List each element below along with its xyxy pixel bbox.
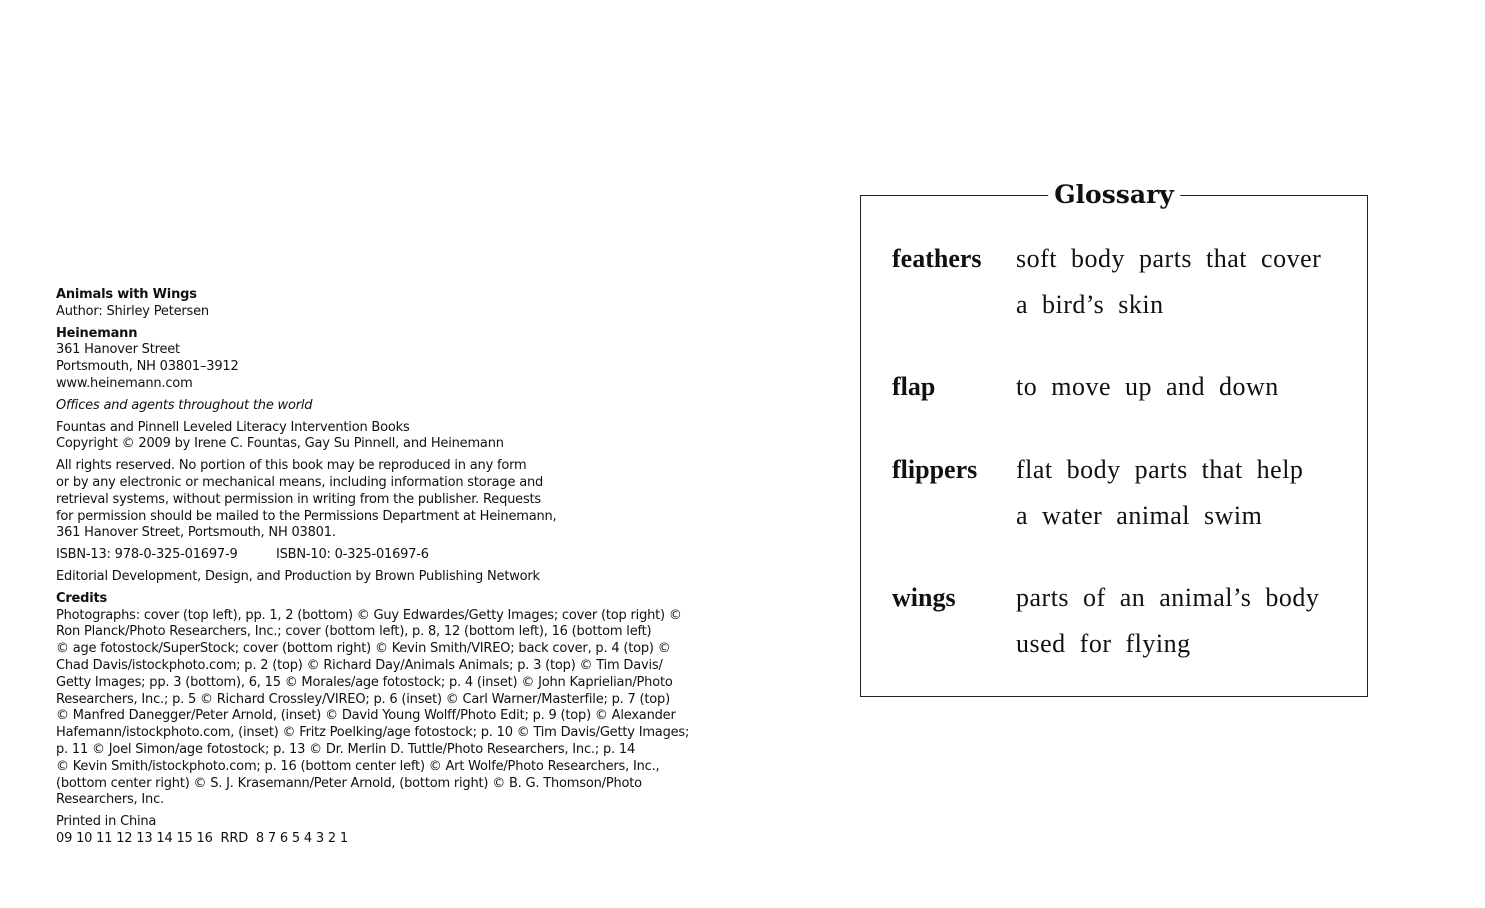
credits-line: © Manfred Danegger/Peter Arnold, (inset) © David Young Wolff/Photo Edit; p. 9 (top) © Alexander [56,708,676,724]
definition-line: a bird’s skin [1016,290,1164,319]
glossary-definition [1016,575,1346,667]
credits-line: Hafemann/istockphoto.com, (inset) © Fritz Poelking/age fotostock; p. 10 © Tim Davis/Getty Images; [56,725,690,741]
glossary-term: flippers [892,455,978,484]
offices-note: Offices and agents throughout the world [56,397,313,413]
isbn-block [56,547,716,564]
publisher-block [56,326,716,393]
credits-line: © Kevin Smith/istockphoto.com; p. 16 (bottom center left) © Art Wolfe/Photo Researchers, Inc., [56,758,660,774]
editorial-block [56,569,716,586]
credits-line: © age fotostock/SuperStock; cover (bottom right) © Kevin Smith/VIREO; back cover, p. 4 (top) © [56,641,671,657]
publisher-address-line: 361 Hanover Street [56,342,180,358]
definition-line: flat body parts that help [1016,455,1304,484]
rights-line: or by any electronic or mechanical means, including information storage and [56,474,544,490]
copyright-page [56,287,716,848]
credits-line: Researchers, Inc. [56,792,164,808]
credits-line: Photographs: cover (top left), pp. 1, 2 (bottom) © Guy Edwardes/Getty Images; cover (top right) © [56,607,682,623]
rights-line: All rights reserved. No portion of this book may be reproduced in any form [56,458,527,474]
glossary-term: flap [892,372,936,401]
rights-line: 361 Hanover Street, Portsmouth, NH 03801. [56,525,336,541]
print-codes: 09 10 11 12 13 14 15 16 RRD 8 7 6 5 4 3 2 1 [56,830,348,846]
rights-line: for permission should be mailed to the Permissions Department at Heinemann, [56,508,557,524]
offices-block [56,398,716,415]
isbn10: ISBN-10: 0-325-01697-6 [276,547,429,563]
credits-heading: Credits [56,590,108,606]
editorial-line: Editorial Development, Design, and Production by Brown Publishing Network [56,568,540,584]
rights-line: retrieval systems, without permission in writing from the publisher. Requests [56,491,542,507]
book-title: Animals with Wings [56,287,197,302]
publisher-name: Heinemann [56,325,138,341]
series-block [56,420,716,454]
series-line: Fountas and Pinnell Leveled Literacy Intervention Books [56,419,410,435]
definition-line: used for flying [1016,629,1191,658]
author-line: Author: Shirley Petersen [56,303,209,319]
credits-line: Getty Images; pp. 3 (bottom), 6, 15 © Morales/age fotostock; p. 4 (inset) © John Kaprielian/Photo [56,674,673,690]
publisher-website: www.heinemann.com [56,375,193,391]
glossary-definition [1016,447,1346,539]
glossary-title: Glossary [1048,178,1180,212]
isbn13: ISBN-13: 978-0-325-01697-9 [56,547,238,563]
credits-line: Ron Planck/Photo Researchers, Inc.; cover (bottom left), p. 8, 12 (bottom left), 16 (bottom left) [56,624,652,640]
printing-block [56,814,716,848]
credits-line: Chad Davis/istockphoto.com; p. 2 (top) © Richard Day/Animals Animals; p. 3 (top) © Tim Davis/ [56,657,663,673]
credits-line: Researchers, Inc.; p. 5 © Richard Crossley/VIREO; p. 6 (inset) © Carl Warner/Masterfile; p. 7 (top) [56,691,670,707]
definition-line: a water animal swim [1016,501,1263,530]
copyright-line: Copyright © 2009 by Irene C. Fountas, Gay Su Pinnell, and Heinemann [56,436,504,452]
glossary-term: feathers [892,244,982,273]
definition-line: parts of an animal’s body [1016,583,1320,612]
credits-block [56,591,716,809]
credits-line: (bottom center right) © S. J. Krasemann/Peter Arnold, (bottom right) © B. G. Thomson/Photo [56,775,642,791]
glossary-term: wings [892,583,956,612]
printed-in: Printed in China [56,814,157,830]
glossary-definition [1016,364,1346,410]
rights-block [56,458,716,542]
definition-line: soft body parts that cover [1016,244,1322,273]
publisher-address-line: Portsmouth, NH 03801–3912 [56,359,239,375]
glossary-definition [1016,236,1346,328]
glossary-box [860,180,1368,697]
definition-line: to move up and down [1016,372,1279,401]
credits-line: p. 11 © Joel Simon/age fotostock; p. 13 © Dr. Merlin D. Tuttle/Photo Researchers, Inc.; p. 14 [56,741,636,757]
